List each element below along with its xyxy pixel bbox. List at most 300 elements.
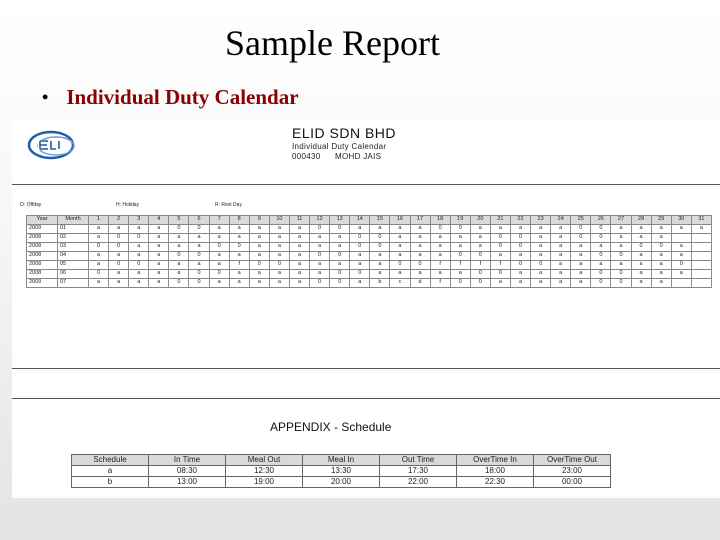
calendar-cell: 0 xyxy=(350,243,370,252)
calendar-cell: a xyxy=(631,279,651,288)
schedule-cell: a xyxy=(72,466,149,477)
calendar-header-cell: 30 xyxy=(671,216,691,225)
calendar-header-row xyxy=(27,216,712,225)
calendar-cell: a xyxy=(169,243,189,252)
calendar-cell: 0 xyxy=(571,225,591,234)
calendar-cell: a xyxy=(390,234,410,243)
calendar-cell: a xyxy=(410,234,430,243)
schedule-cell: 19:00 xyxy=(226,477,303,488)
calendar-cell: a xyxy=(310,234,330,243)
schedule-cell: 17:30 xyxy=(380,466,457,477)
calendar-cell: 0 xyxy=(310,279,330,288)
calendar-cell: 0 xyxy=(169,252,189,261)
calendar-cell: 0 xyxy=(189,252,209,261)
calendar-cell: 0 xyxy=(631,243,651,252)
calendar-cell: a xyxy=(551,270,571,279)
calendar-cell xyxy=(671,279,691,288)
calendar-cell: 0 xyxy=(611,270,631,279)
schedule-cell: 13:30 xyxy=(303,466,380,477)
schedule-header-cell: Out Time xyxy=(380,455,457,466)
calendar-cell: 0 xyxy=(510,243,530,252)
calendar-cell: 0 xyxy=(169,225,189,234)
calendar-cell: 0 xyxy=(189,279,209,288)
calendar-cell: 0 xyxy=(611,279,631,288)
calendar-cell: a xyxy=(269,234,289,243)
calendar-cell: 0 xyxy=(410,261,430,270)
section-divider xyxy=(12,368,720,369)
calendar-cell: a xyxy=(390,243,410,252)
calendar-cell: a xyxy=(470,243,490,252)
calendar-cell: a xyxy=(89,234,109,243)
calendar-cell: a xyxy=(531,234,551,243)
calendar-cell: a xyxy=(249,252,269,261)
calendar-cell: a xyxy=(249,234,269,243)
calendar-cell: 2009 xyxy=(27,225,58,234)
calendar-cell: a xyxy=(89,252,109,261)
calendar-cell: a xyxy=(410,270,430,279)
calendar-cell: a xyxy=(330,234,350,243)
table-row xyxy=(27,252,712,261)
calendar-header-cell: 1 xyxy=(89,216,109,225)
calendar-cell: a xyxy=(430,270,450,279)
calendar-cell: 0 xyxy=(490,270,510,279)
calendar-cell: 0 xyxy=(89,243,109,252)
calendar-cell: a xyxy=(651,261,671,270)
calendar-header-cell: Year xyxy=(27,216,58,225)
schedule-header-cell: In Time xyxy=(149,455,226,466)
calendar-cell: 07 xyxy=(58,279,89,288)
calendar-cell: a xyxy=(571,252,591,261)
calendar-cell: a xyxy=(611,234,631,243)
calendar-cell: a xyxy=(631,261,651,270)
calendar-cell: a xyxy=(611,243,631,252)
calendar-cell: a xyxy=(370,261,390,270)
calendar-cell: a xyxy=(289,225,309,234)
calendar-header-cell: Month xyxy=(58,216,89,225)
employee-id: 000430 xyxy=(292,152,321,161)
calendar-cell: a xyxy=(229,225,249,234)
schedule-header-cell: Schedule xyxy=(72,455,149,466)
calendar-cell: a xyxy=(571,270,591,279)
calendar-cell: 01 xyxy=(58,225,89,234)
calendar-cell xyxy=(691,270,711,279)
calendar-cell: a xyxy=(611,261,631,270)
table-row xyxy=(72,477,611,488)
calendar-cell: a xyxy=(390,225,410,234)
calendar-header-cell: 28 xyxy=(631,216,651,225)
calendar-cell: a xyxy=(490,279,510,288)
calendar-cell: a xyxy=(229,252,249,261)
calendar-cell: 0 xyxy=(591,225,611,234)
calendar-cell: f xyxy=(430,279,450,288)
calendar-cell: a xyxy=(89,279,109,288)
calendar-cell: a xyxy=(209,261,229,270)
calendar-cell: a xyxy=(531,243,551,252)
calendar-cell: a xyxy=(209,252,229,261)
calendar-cell: a xyxy=(289,261,309,270)
calendar-header-cell: 24 xyxy=(551,216,571,225)
calendar-cell: 03 xyxy=(58,243,89,252)
calendar-cell: 0 xyxy=(671,261,691,270)
calendar-cell: 0 xyxy=(249,261,269,270)
calendar-cell: a xyxy=(370,225,390,234)
table-row xyxy=(27,270,712,279)
calendar-cell: 0 xyxy=(209,270,229,279)
schedule-cell: 20:00 xyxy=(303,477,380,488)
calendar-cell: a xyxy=(209,225,229,234)
calendar-cell: a xyxy=(129,270,149,279)
calendar-cell: a xyxy=(410,243,430,252)
calendar-cell: a xyxy=(269,243,289,252)
calendar-cell: 0 xyxy=(571,234,591,243)
calendar-header-cell: 14 xyxy=(350,216,370,225)
calendar-cell: a xyxy=(671,252,691,261)
report-subtitle: Individual Duty Calendar xyxy=(292,142,387,151)
calendar-header-cell: 13 xyxy=(330,216,350,225)
calendar-cell: 0 xyxy=(490,234,510,243)
duty-calendar-table xyxy=(26,215,712,288)
calendar-cell: a xyxy=(430,243,450,252)
calendar-cell: a xyxy=(310,243,330,252)
calendar-cell: a xyxy=(129,243,149,252)
calendar-cell: a xyxy=(450,270,470,279)
appendix-title: APPENDIX - Schedule xyxy=(270,420,392,434)
calendar-cell: a xyxy=(551,279,571,288)
table-row xyxy=(27,234,712,243)
calendar-cell: a xyxy=(169,234,189,243)
calendar-cell: a xyxy=(149,261,169,270)
calendar-cell: 0 xyxy=(450,279,470,288)
calendar-header-cell: 31 xyxy=(691,216,711,225)
calendar-cell xyxy=(691,252,711,261)
table-row xyxy=(27,225,712,234)
calendar-header-cell: 18 xyxy=(430,216,450,225)
calendar-cell: a xyxy=(89,225,109,234)
schedule-header-cell: Meal In xyxy=(303,455,380,466)
calendar-cell: f xyxy=(490,261,510,270)
calendar-cell: a xyxy=(289,279,309,288)
calendar-cell: 0 xyxy=(591,270,611,279)
calendar-cell: a xyxy=(691,225,711,234)
calendar-cell: 0 xyxy=(450,252,470,261)
calendar-cell: 0 xyxy=(510,234,530,243)
calendar-cell: a xyxy=(169,261,189,270)
calendar-cell: 0 xyxy=(209,243,229,252)
calendar-cell: a xyxy=(229,270,249,279)
calendar-cell: a xyxy=(149,252,169,261)
calendar-cell: 2008 xyxy=(27,252,58,261)
calendar-cell: a xyxy=(651,225,671,234)
calendar-cell: a xyxy=(671,243,691,252)
calendar-cell: a xyxy=(289,252,309,261)
calendar-header-cell: 11 xyxy=(289,216,309,225)
calendar-cell: a xyxy=(450,234,470,243)
calendar-cell: a xyxy=(671,225,691,234)
schedule-header-cell: OverTime In xyxy=(457,455,534,466)
calendar-cell: a xyxy=(490,225,510,234)
calendar-cell: 0 xyxy=(269,261,289,270)
calendar-cell: a xyxy=(149,225,169,234)
calendar-cell: a xyxy=(149,234,169,243)
calendar-cell: a xyxy=(330,261,350,270)
calendar-cell: a xyxy=(289,270,309,279)
calendar-cell: 0 xyxy=(310,252,330,261)
schedule-cell: 22:00 xyxy=(380,477,457,488)
calendar-cell: a xyxy=(269,252,289,261)
calendar-cell: a xyxy=(330,243,350,252)
calendar-cell: a xyxy=(129,225,149,234)
calendar-header-cell: 7 xyxy=(209,216,229,225)
calendar-cell: 0 xyxy=(169,279,189,288)
schedule-cell: 18:00 xyxy=(457,466,534,477)
calendar-cell: a xyxy=(571,243,591,252)
schedule-cell: 08:30 xyxy=(149,466,226,477)
calendar-cell: 0 xyxy=(370,234,390,243)
calendar-cell: 05 xyxy=(58,261,89,270)
calendar-header-cell: 5 xyxy=(169,216,189,225)
schedule-cell: 22:30 xyxy=(457,477,534,488)
calendar-header-cell: 19 xyxy=(450,216,470,225)
calendar-cell: a xyxy=(269,225,289,234)
calendar-cell: a xyxy=(591,243,611,252)
calendar-cell: 0 xyxy=(330,252,350,261)
calendar-cell: c xyxy=(390,279,410,288)
calendar-cell: 0 xyxy=(450,225,470,234)
calendar-cell: a xyxy=(269,279,289,288)
calendar-cell: 2008 xyxy=(27,261,58,270)
legend-restday: R: Rest Day xyxy=(215,202,242,208)
calendar-cell: a xyxy=(531,270,551,279)
calendar-cell: 02 xyxy=(58,234,89,243)
calendar-cell: a xyxy=(551,234,571,243)
calendar-cell: a xyxy=(289,243,309,252)
calendar-cell: a xyxy=(671,270,691,279)
calendar-header-cell: 10 xyxy=(269,216,289,225)
calendar-cell: a xyxy=(350,225,370,234)
calendar-cell xyxy=(691,261,711,270)
calendar-cell: a xyxy=(651,270,671,279)
calendar-cell xyxy=(691,279,711,288)
calendar-cell: a xyxy=(289,234,309,243)
calendar-cell: a xyxy=(651,234,671,243)
calendar-cell: 0 xyxy=(470,279,490,288)
calendar-cell: a xyxy=(189,243,209,252)
calendar-header-cell: 22 xyxy=(510,216,530,225)
employee-name: MOHD JAIS xyxy=(335,152,382,161)
calendar-cell: a xyxy=(551,261,571,270)
calendar-cell: a xyxy=(310,261,330,270)
calendar-cell: a xyxy=(350,261,370,270)
calendar-cell: a xyxy=(370,270,390,279)
calendar-header-cell: 26 xyxy=(591,216,611,225)
calendar-cell: 06 xyxy=(58,270,89,279)
calendar-cell: 0 xyxy=(330,270,350,279)
bullet-text: Individual Duty Calendar xyxy=(66,85,299,109)
section-divider-2 xyxy=(12,398,720,399)
calendar-cell: a xyxy=(390,252,410,261)
calendar-cell: 04 xyxy=(58,252,89,261)
calendar-cell: a xyxy=(149,279,169,288)
calendar-cell: 0 xyxy=(470,270,490,279)
calendar-cell: a xyxy=(310,270,330,279)
report-document xyxy=(12,120,720,498)
calendar-cell: a xyxy=(410,225,430,234)
calendar-cell: 0 xyxy=(109,234,129,243)
calendar-cell: a xyxy=(611,225,631,234)
schedule-cell: 13:00 xyxy=(149,477,226,488)
calendar-cell: a xyxy=(109,270,129,279)
calendar-cell: a xyxy=(490,252,510,261)
calendar-cell: a xyxy=(189,261,209,270)
calendar-cell xyxy=(671,234,691,243)
calendar-cell: a xyxy=(531,252,551,261)
calendar-cell: a xyxy=(551,252,571,261)
calendar-cell: f xyxy=(450,261,470,270)
calendar-cell: 0 xyxy=(310,225,330,234)
calendar-header-cell: 25 xyxy=(571,216,591,225)
calendar-cell: a xyxy=(390,270,410,279)
calendar-cell: 0 xyxy=(109,261,129,270)
calendar-cell: a xyxy=(169,270,189,279)
calendar-cell: d xyxy=(410,279,430,288)
schedule-header-cell: OverTime Out xyxy=(534,455,611,466)
calendar-cell: 0 xyxy=(591,234,611,243)
table-row xyxy=(27,243,712,252)
calendar-cell: 2008 xyxy=(27,270,58,279)
calendar-cell: f xyxy=(229,261,249,270)
legend-holiday: H: Holiday xyxy=(116,202,140,208)
calendar-cell: 0 xyxy=(490,243,510,252)
schedule-cell: 12:30 xyxy=(226,466,303,477)
calendar-cell: a xyxy=(510,279,530,288)
calendar-cell: a xyxy=(551,225,571,234)
calendar-cell: b xyxy=(370,279,390,288)
calendar-header-cell: 17 xyxy=(410,216,430,225)
calendar-cell: a xyxy=(149,243,169,252)
slide-title: Sample Report xyxy=(225,23,440,63)
calendar-header-cell: 20 xyxy=(470,216,490,225)
calendar-cell: a xyxy=(249,225,269,234)
calendar-header-cell: 16 xyxy=(390,216,410,225)
calendar-cell: 0 xyxy=(591,279,611,288)
calendar-cell: 0 xyxy=(129,261,149,270)
calendar-cell: 0 xyxy=(129,234,149,243)
calendar-cell: a xyxy=(209,279,229,288)
calendar-cell: 0 xyxy=(510,261,530,270)
calendar-cell: 0 xyxy=(189,270,209,279)
calendar-cell: a xyxy=(631,270,651,279)
calendar-header-cell: 21 xyxy=(490,216,510,225)
calendar-cell: 0 xyxy=(330,279,350,288)
calendar-cell: 0 xyxy=(531,261,551,270)
calendar-cell: 0 xyxy=(189,225,209,234)
calendar-cell: 0 xyxy=(390,261,410,270)
calendar-header-cell: 12 xyxy=(310,216,330,225)
calendar-header-cell: 23 xyxy=(531,216,551,225)
calendar-cell: a xyxy=(109,252,129,261)
calendar-cell: a xyxy=(470,234,490,243)
table-row xyxy=(72,466,611,477)
calendar-cell: 0 xyxy=(651,243,671,252)
calendar-cell: f xyxy=(430,261,450,270)
calendar-cell: a xyxy=(631,252,651,261)
calendar-cell: 0 xyxy=(350,270,370,279)
calendar-cell: a xyxy=(370,252,390,261)
calendar-cell: a xyxy=(430,252,450,261)
calendar-cell: a xyxy=(450,243,470,252)
calendar-cell: a xyxy=(430,234,450,243)
calendar-header-cell: 27 xyxy=(611,216,631,225)
calendar-cell: a xyxy=(510,252,530,261)
calendar-cell: a xyxy=(109,279,129,288)
calendar-header-cell: 3 xyxy=(129,216,149,225)
calendar-cell: a xyxy=(410,252,430,261)
calendar-header-cell: 4 xyxy=(149,216,169,225)
calendar-header-cell: 15 xyxy=(370,216,390,225)
schedule-header-row xyxy=(72,455,611,466)
calendar-cell: a xyxy=(249,243,269,252)
calendar-cell: a xyxy=(510,270,530,279)
calendar-cell: 2008 xyxy=(27,243,58,252)
calendar-cell: 0 xyxy=(370,243,390,252)
calendar-cell: f xyxy=(470,261,490,270)
calendar-cell: a xyxy=(470,225,490,234)
calendar-cell: a xyxy=(249,270,269,279)
calendar-cell: a xyxy=(129,252,149,261)
calendar-cell: 0 xyxy=(89,270,109,279)
calendar-cell: a xyxy=(350,252,370,261)
calendar-cell: 0 xyxy=(330,225,350,234)
bullet-item xyxy=(42,85,299,110)
calendar-cell: a xyxy=(189,234,209,243)
schedule-cell: 00:00 xyxy=(534,477,611,488)
calendar-cell: a xyxy=(651,252,671,261)
calendar-cell: a xyxy=(531,279,551,288)
calendar-cell xyxy=(691,243,711,252)
calendar-header-cell: 8 xyxy=(229,216,249,225)
schedule-cell: b xyxy=(72,477,149,488)
schedule-cell: 23:00 xyxy=(534,466,611,477)
calendar-header-cell: 6 xyxy=(189,216,209,225)
calendar-cell: a xyxy=(129,279,149,288)
calendar-cell: 0 xyxy=(611,252,631,261)
calendar-cell: a xyxy=(350,279,370,288)
calendar-cell: a xyxy=(510,225,530,234)
calendar-cell: a xyxy=(209,234,229,243)
calendar-cell: 2009 xyxy=(27,279,58,288)
calendar-cell: a xyxy=(229,234,249,243)
table-row xyxy=(27,261,712,270)
schedule-table xyxy=(71,454,611,488)
calendar-cell: a xyxy=(149,270,169,279)
calendar-cell: a xyxy=(631,225,651,234)
calendar-cell: a xyxy=(551,243,571,252)
legend-offday: O: Offday xyxy=(20,202,42,208)
calendar-cell: a xyxy=(249,279,269,288)
table-row xyxy=(27,279,712,288)
calendar-header-cell: 2 xyxy=(109,216,129,225)
elid-logo-icon xyxy=(26,128,84,162)
calendar-cell: a xyxy=(571,261,591,270)
calendar-cell: a xyxy=(631,234,651,243)
calendar-cell: a xyxy=(591,261,611,270)
calendar-header-cell: 9 xyxy=(249,216,269,225)
schedule-header-cell: Meal Out xyxy=(226,455,303,466)
calendar-cell: 0 xyxy=(350,234,370,243)
calendar-cell: 2008 xyxy=(27,234,58,243)
bullet-dot-icon: • xyxy=(42,87,49,107)
calendar-cell: 0 xyxy=(229,243,249,252)
